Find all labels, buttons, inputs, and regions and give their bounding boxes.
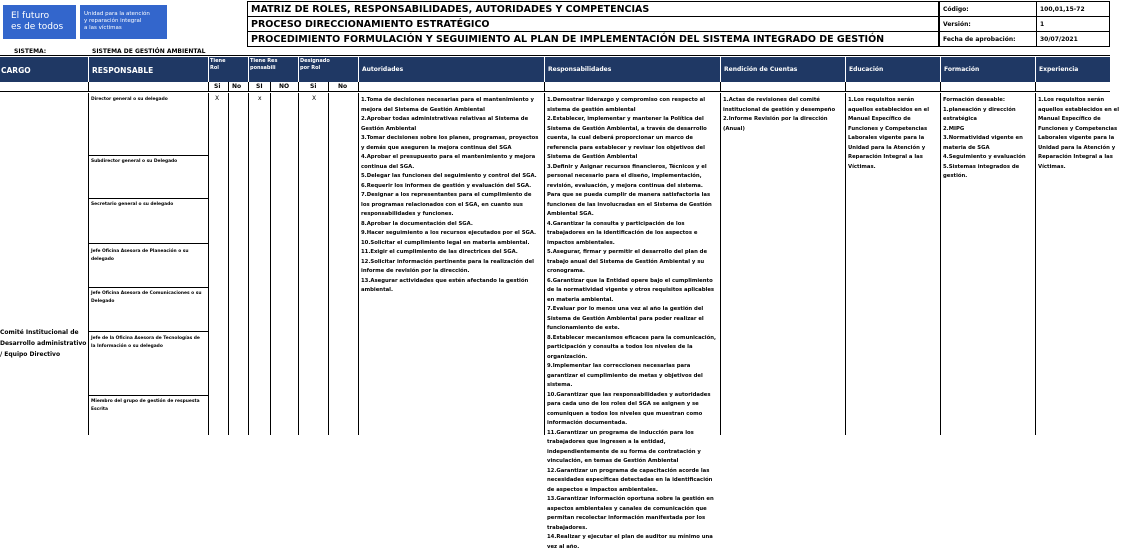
autoridad-item: 12.Solicitar información pertinente para la realización del informe de revisión por la dirección. [361,258,534,274]
formacion-item: Formación deseable: [943,97,1005,103]
autoridad-item: 7.Designar a los representantes para el cumplimiento de los programas relacionados con el SGA, en cuanto sus responsabilidades y funciones. [361,192,532,217]
responsabilidad-item: 10.Garantizar que las responsabilidades y autoridades para cada uno de los roles del SGA se asignen y se comuniquen a todos los niveles que muestran como información documentada. [547,391,711,426]
fecha-value-cell: 30/07/2021 [1036,31,1110,47]
autoridad-item: 8.Aprobar la documentación del SGA. [361,220,473,227]
el-futuro-logo [3,5,76,39]
procedure-title [247,31,939,47]
si-2: SI [256,83,263,90]
autoridad-item: 13.Asegurar actividades que estén afectando la gestión ambiental. [361,277,529,293]
responsabilidad-item: 3.Definir y Asignar recursos financieros, Técnicos y el personal necesario para el diseño, implementación, revisión, evaluación, y mejora continua del sistema. Para que se pueda cumplir de manera satisfactoria las funciones de las involucradas en el Sistema de Gestión Ambiental SGA. [547,163,712,217]
codigo-value-cell: 100,01,15-72 [1036,1,1110,17]
col-responsable: RESPONSABLE [92,66,154,75]
unit-line2: y reparación integral [84,18,142,24]
responsabilidad-item: 13.Garantizar información oportuna sobre la gestión en aspectos ambientales y canales de comunicación que permitan recolectar información manifestada por los trabajadores. [547,496,714,531]
responsabilidades-list [547,96,717,552]
responsabilidad-item: 2.Establecer, implementar y mantener la Política del Sistema de Gestión Ambiental, a través de desarrollo cuenta, la cual deberá proporcionar un marco de referencia para establecer y revisar los objetivos del Sistema de Gestión Ambiental [547,116,707,160]
experiencia-item: 1.Los requisitos serán aquellos establecidos en el Manual Específico de Funciones y Competencias Laborales vigente para la Unidad para la Atención y Reparación Integral a las Víctimas. [1038,97,1120,170]
sistema-label: SISTEMA: [14,48,47,55]
rendicion-item: 2.Informe Revisión por la dirección (Anual) [723,116,828,132]
formacion-item: 4.Seguimiento y evaluación [943,154,1026,160]
autoridad-item: 4.Aprobar el presupuesto para el mantenimiento y mejora continua del SGA. [361,154,536,170]
col-formacion: Formación [944,66,980,73]
formacion-item: 1.planeación y dirección estratégica [943,106,1016,122]
logo-area [0,0,247,47]
responsabilidad-item: 14.Realizar y ejecutar el plan de auditor su mínimo una vez al año. [547,534,713,550]
autoridad-item: 2.Aprobar todas administrativas relativas al Sistema de Gestión Ambiental [361,116,529,132]
sistema-row [0,47,1110,56]
si-no-subheader [0,82,1110,92]
educacion-list [848,96,937,172]
formacion-item: 3.Normatividad vigente en materia de SGA [943,135,1023,151]
experiencia-list [1038,96,1127,172]
autoridad-item: 5.Delegar las funciones del seguimiento y control del SGA. [361,173,537,179]
responsabilidad-item: 8.Establecer mecanismos eficaces para la comunicación, participación y consulta a todos los niveles de la organización. [547,334,717,360]
col-experiencia: Experiencia [1039,66,1079,73]
rendicion-item: 1.Actas de revisiones del comité institucional de gestión y desempeño [723,97,836,113]
col-responsabilidades: Responsabilidades [548,66,612,73]
si-3: Si [310,83,317,90]
mark-a: X [215,95,220,102]
autoridad-item: 9.Hacer seguimiento a los recursos ejecutados por el SGA. [361,230,537,236]
formacion-item: 5.Sistemas integrados de gestión. [943,163,1020,179]
responsabilidad-item: 6.Garantizar que la Entidad opere bajo el cumplimiento de la normatividad vigente y otros requisitos aplicables en materia ambiental. [547,277,715,303]
no-1: No [232,83,242,90]
procedure-title-text: PROCEDIMIENTO FORMULACIÓN Y SEGUIMIENTO AL PLAN DE IMPLEMENTACIÓN DEL SISTEMA INTEGRADO DE GESTIÓN [251,33,885,45]
autoridades-list [361,96,541,296]
mark-b: x [258,95,262,102]
responsable-5: Jefe Oficina Asesora de Comunicaciones o su Delegado [91,291,202,305]
unit-logo [79,5,167,39]
col-c: Designado por Rol [300,58,330,71]
formacion-item: 2.MIPG [943,125,965,132]
responsabilidad-item: 11.Garantizar un programa de inducción para los trabajadores que ingresen a la entidad, independientemente de su forma de contratación y vinculación, en temas de Gestión Ambiental [547,429,701,464]
si-1: Si [214,83,221,90]
process-title [247,16,939,32]
col-cargo: CARGO [1,66,31,75]
brand-line1: El futuro [11,11,50,21]
autoridad-item: 3.Tomar decisiones sobre los planes, programas, proyectos y demás que aseguren la mejora continua del SGA [361,135,539,151]
column-header [0,57,1110,82]
responsable-4: Jefe Oficina Asesora de Planeación o su delegado [91,249,189,263]
process-title-text: PROCESO DIRECCIONAMIENTO ESTRATÉGICO [251,18,490,30]
responsable-6: Jefe de la Oficina Asesora de Tecnologías de la Información o su delegado [91,336,200,350]
unit-line1: Unidad para la atención [84,11,150,17]
responsabilidad-item: 9.Implementar las correcciones necesarias para garantizar el cumplimiento de metas y objetivos del sistema. [547,363,703,388]
no-2: NO [279,83,290,90]
autoridad-item: 11.Exigir el cumplimiento de las directrices del SGA. [361,249,518,255]
col-educacion: Educación [849,66,884,73]
col-b: Tiene Responsabili [250,58,278,71]
unit-line3: a las víctimas [84,25,122,31]
responsable-3: Secretario general o su delegado [91,202,174,207]
matrix-title-text: MATRIZ DE ROLES, RESPONSABILIDADES, AUTORIDADES Y COMPETENCIAS [251,3,650,15]
cargo-cell: Comité Institucional de Desarrollo administrativo / Equipo Directivo [0,329,87,358]
codigo-label-cell: Código: [939,1,1037,17]
responsabilidad-item: 5.Asegurar, firmar y permitir el desarrollo del plan de trabajo anual del Sistema de Gestión Ambiental y su cronograma. [547,249,708,274]
responsabilidad-item: 1.Demostrar liderazgo y compromiso con respecto al sistema de gestión ambiental [547,97,706,113]
rendicion-list [723,96,842,134]
no-3: No [338,83,348,90]
version-value-cell: 1 [1036,16,1110,32]
fecha-label-cell: Fecha de aprobación: [939,31,1037,47]
matrix-title [247,1,939,17]
responsabilidad-item: 7.Evaluar por lo menos una vez al año la gestión del Sistema de Gestión Ambiental para poder realizar el funcionamiento de este. [547,306,704,331]
autoridad-item: 6.Requerir los informes de gestión y evaluación del SGA. [361,182,532,189]
responsabilidad-item: 4.Garantizar la consulta y participación de los trabajadores en la identificación de los aspectos e impactos ambientales. [547,220,698,246]
sistema-value: SISTEMA DE GESTIÓN AMBIENTAL [92,48,206,55]
autoridad-item: 1.Toma de decisiones necesarias para el mantenimiento y mejora del Sistema de Gestión Ambiental [361,97,534,113]
version-label-cell: Versión: [939,16,1037,32]
brand-line2: es de todos [11,22,64,32]
col-autoridades: Autoridades [362,66,404,73]
responsable-7: Miembro del grupo de gestión de respuesta Escrita [91,399,200,413]
table-body [0,93,1120,550]
autoridad-item: 10.Solicitar el cumplimiento legal en materia ambiental. [361,239,530,246]
responsable-2: Subdirector general o su Delegado [91,159,178,164]
responsabilidad-item: 12.Garantizar un programa de capacitación acorde las necesidades específicas detectadas en la identificación de aspectos e impactos ambientales. [547,467,713,493]
responsable-1: Director general o su delegado [91,97,168,102]
mark-c: X [312,95,317,102]
educacion-item: 1.Los requisitos serán aquellos establecidos en el Manual Específico de Funciones y Competencias Laborales vigente para la Unidad para la Atención y Reparación Integral a las Víctimas. [848,97,930,170]
col-rendicion: Rendición de Cuentas [724,66,798,73]
col-a: Tiene Rol [210,58,226,71]
formacion-list [943,96,1032,182]
